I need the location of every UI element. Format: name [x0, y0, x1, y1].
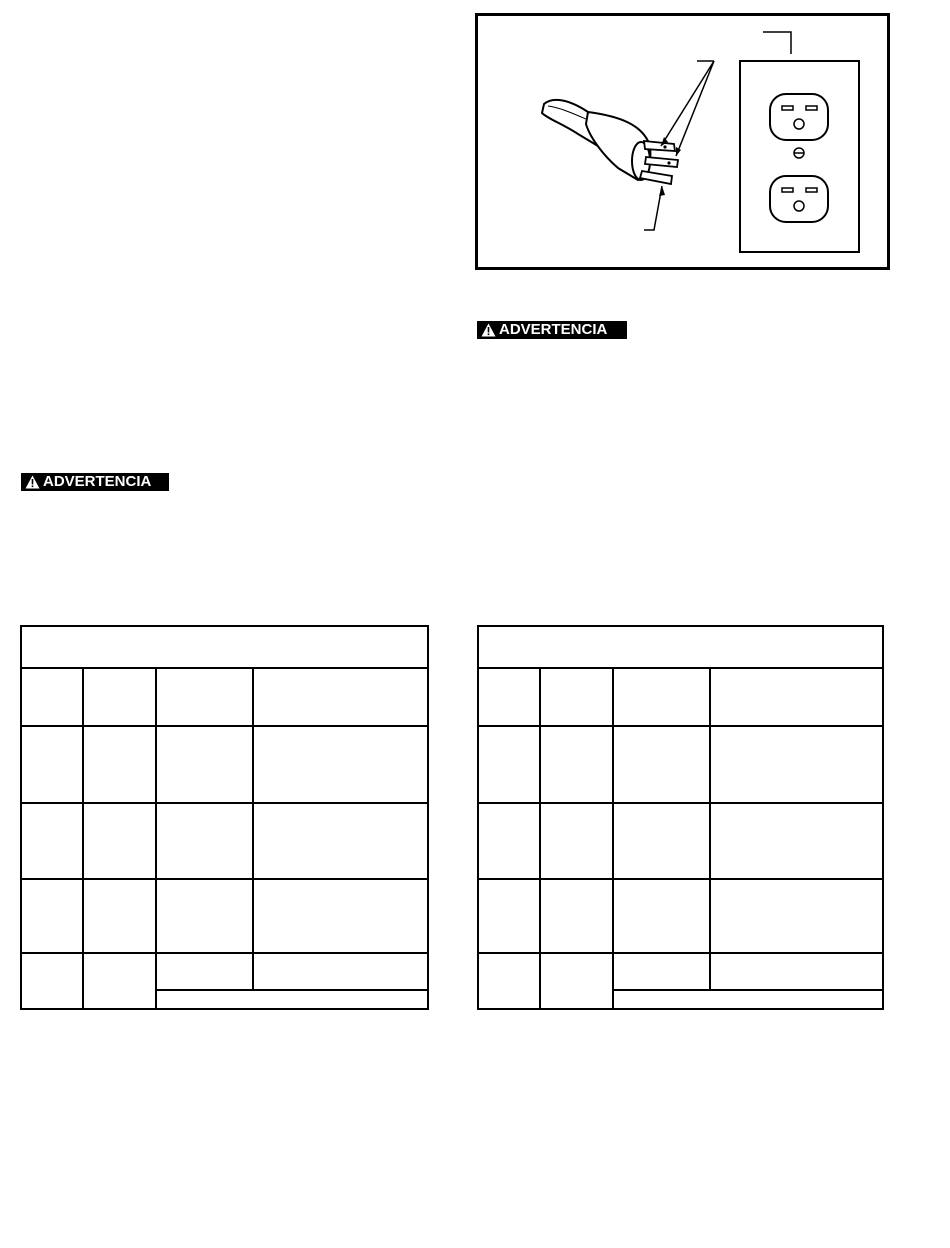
warning-badge-right	[477, 321, 627, 339]
table-row	[21, 803, 428, 879]
table-cell	[156, 726, 253, 803]
table-header-row	[478, 668, 883, 726]
table-title-row	[21, 626, 428, 668]
table-cell	[540, 879, 613, 953]
table-row	[478, 953, 883, 990]
table-cell	[710, 726, 883, 803]
table-cell	[21, 879, 83, 953]
table-cell	[156, 879, 253, 953]
table-cell	[253, 726, 428, 803]
header-cell	[613, 668, 710, 726]
table-cell	[540, 726, 613, 803]
table-row	[21, 726, 428, 803]
table-row	[478, 803, 883, 879]
table-cell	[83, 803, 156, 879]
upper-receptacle-icon	[770, 94, 828, 140]
grounding-prong-icon	[640, 171, 672, 184]
header-cell	[21, 668, 83, 726]
table-cell	[83, 953, 156, 1009]
table-cell	[253, 803, 428, 879]
table-cell	[478, 803, 540, 879]
grounded-plug-figure	[475, 13, 890, 270]
table-cell	[478, 953, 540, 1009]
header-cell	[710, 668, 883, 726]
warning-triangle-icon	[25, 475, 40, 489]
extension-cord-table-left	[20, 625, 429, 1010]
table-row	[478, 879, 883, 953]
header-cell	[83, 668, 156, 726]
table-title-cell	[478, 626, 883, 668]
table-cell	[253, 879, 428, 953]
header-cell	[540, 668, 613, 726]
header-cell	[478, 668, 540, 726]
warning-label-left: ADVERTENCIA	[43, 473, 152, 490]
table-cell	[710, 803, 883, 879]
header-cell	[253, 668, 428, 726]
table-row	[21, 953, 428, 990]
table-title-row	[478, 626, 883, 668]
table-cell	[21, 726, 83, 803]
table-cell	[156, 990, 428, 1009]
warning-badge-left	[21, 473, 169, 491]
warning-label-right: ADVERTENCIA	[499, 321, 608, 338]
table-cell	[613, 726, 710, 803]
table-cell	[83, 879, 156, 953]
table-cell	[613, 879, 710, 953]
table-cell	[478, 879, 540, 953]
table-cell	[540, 953, 613, 1009]
warning-triangle-icon	[481, 323, 496, 337]
table-cell	[253, 953, 428, 990]
table-row	[21, 879, 428, 953]
table-cell	[478, 726, 540, 803]
table-cell	[21, 953, 83, 1009]
table-cell	[613, 803, 710, 879]
table-cell	[613, 953, 710, 990]
table-row	[478, 726, 883, 803]
header-cell	[156, 668, 253, 726]
table-header-row	[21, 668, 428, 726]
table-cell	[710, 879, 883, 953]
table-cell	[156, 953, 253, 990]
grounded-plug-illustration	[478, 16, 887, 267]
table-cell	[83, 726, 156, 803]
table-cell	[21, 803, 83, 879]
extension-cord-table-right	[477, 625, 884, 1010]
table-cell	[156, 803, 253, 879]
table-cell	[710, 953, 883, 990]
table-title-cell	[21, 626, 428, 668]
table-cell	[540, 803, 613, 879]
lower-receptacle-icon	[770, 176, 828, 222]
table-cell	[613, 990, 883, 1009]
